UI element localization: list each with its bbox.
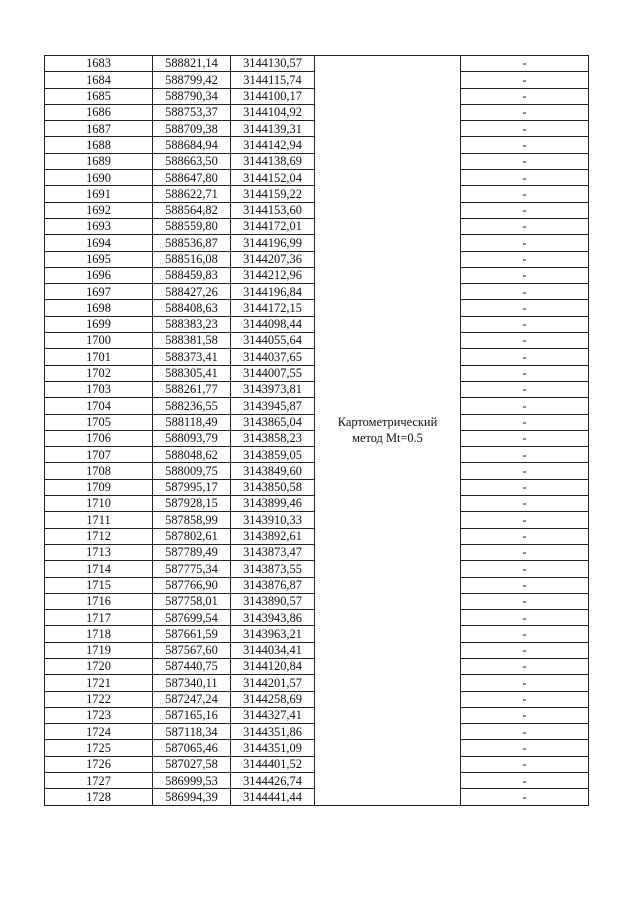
point-number-cell: 1712 [45, 528, 153, 544]
y-coordinate-cell: 3143892,61 [231, 528, 315, 544]
dash-cell: - [461, 121, 589, 137]
method-label-line-1: Картометрический [337, 414, 438, 429]
point-number-cell: 1693 [45, 218, 153, 234]
point-number-cell: 1711 [45, 512, 153, 528]
y-coordinate-cell: 3143943,86 [231, 610, 315, 626]
dash-cell: - [461, 544, 589, 560]
y-coordinate-cell: 3144098,44 [231, 316, 315, 332]
x-coordinate-cell: 588516,08 [153, 251, 231, 267]
y-coordinate-cell: 3143910,33 [231, 512, 315, 528]
dash-cell: - [461, 512, 589, 528]
x-coordinate-cell: 588799,42 [153, 72, 231, 88]
dash-cell: - [461, 72, 589, 88]
y-coordinate-cell: 3144351,86 [231, 724, 315, 740]
dash-cell: - [461, 756, 589, 772]
dash-cell: - [461, 773, 589, 789]
x-coordinate-cell: 587995,17 [153, 479, 231, 495]
x-coordinate-cell: 587802,61 [153, 528, 231, 544]
point-number-cell: 1728 [45, 789, 153, 805]
y-coordinate-cell: 3143873,55 [231, 561, 315, 577]
point-number-cell: 1705 [45, 414, 153, 430]
y-coordinate-cell: 3144207,36 [231, 251, 315, 267]
x-coordinate-cell: 588459,83 [153, 267, 231, 283]
y-coordinate-cell: 3143859,05 [231, 447, 315, 463]
x-coordinate-cell: 588236,55 [153, 398, 231, 414]
y-coordinate-cell: 3143865,04 [231, 414, 315, 430]
point-number-cell: 1683 [45, 56, 153, 72]
dash-cell: - [461, 267, 589, 283]
point-number-cell: 1686 [45, 104, 153, 120]
point-number-cell: 1706 [45, 430, 153, 446]
point-number-cell: 1721 [45, 675, 153, 691]
x-coordinate-cell: 588559,80 [153, 218, 231, 234]
dash-cell: - [461, 365, 589, 381]
x-coordinate-cell: 587766,90 [153, 577, 231, 593]
dash-cell: - [461, 626, 589, 642]
method-label-line-2: метод Mt=0.5 [352, 431, 423, 446]
point-number-cell: 1703 [45, 381, 153, 397]
y-coordinate-cell: 3144055,64 [231, 333, 315, 349]
x-coordinate-cell: 587699,54 [153, 610, 231, 626]
x-coordinate-cell: 588684,94 [153, 137, 231, 153]
dash-cell: - [461, 740, 589, 756]
y-coordinate-cell: 3144115,74 [231, 72, 315, 88]
point-number-cell: 1710 [45, 496, 153, 512]
point-number-cell: 1702 [45, 365, 153, 381]
point-number-cell: 1701 [45, 349, 153, 365]
x-coordinate-cell: 588790,34 [153, 88, 231, 104]
y-coordinate-cell: 3143899,46 [231, 496, 315, 512]
dash-cell: - [461, 658, 589, 674]
dash-cell: - [461, 202, 589, 218]
dash-cell: - [461, 104, 589, 120]
y-coordinate-cell: 3144212,96 [231, 267, 315, 283]
point-number-cell: 1727 [45, 773, 153, 789]
point-number-cell: 1684 [45, 72, 153, 88]
dash-cell: - [461, 235, 589, 251]
x-coordinate-cell: 587027,58 [153, 756, 231, 772]
dash-cell: - [461, 251, 589, 267]
y-coordinate-cell: 3144130,57 [231, 56, 315, 72]
dash-cell: - [461, 593, 589, 609]
x-coordinate-cell: 588427,26 [153, 284, 231, 300]
dash-cell: - [461, 218, 589, 234]
x-coordinate-cell: 587165,16 [153, 707, 231, 723]
dash-cell: - [461, 170, 589, 186]
y-coordinate-cell: 3143858,23 [231, 430, 315, 446]
dash-cell: - [461, 284, 589, 300]
point-number-cell: 1687 [45, 121, 153, 137]
point-number-cell: 1722 [45, 691, 153, 707]
point-number-cell: 1717 [45, 610, 153, 626]
x-coordinate-cell: 588821,14 [153, 56, 231, 72]
point-number-cell: 1699 [45, 316, 153, 332]
point-number-cell: 1718 [45, 626, 153, 642]
method-cell [315, 56, 461, 806]
x-coordinate-cell: 588093,79 [153, 430, 231, 446]
dash-cell: - [461, 381, 589, 397]
y-coordinate-cell: 3144138,69 [231, 153, 315, 169]
dash-cell: - [461, 300, 589, 316]
x-coordinate-cell: 587440,75 [153, 658, 231, 674]
dash-cell: - [461, 316, 589, 332]
dash-cell: - [461, 349, 589, 365]
y-coordinate-cell: 3144258,69 [231, 691, 315, 707]
y-coordinate-cell: 3143973,81 [231, 381, 315, 397]
point-number-cell: 1697 [45, 284, 153, 300]
y-coordinate-cell: 3143963,21 [231, 626, 315, 642]
y-coordinate-cell: 3144172,01 [231, 218, 315, 234]
point-number-cell: 1692 [45, 202, 153, 218]
y-coordinate-cell: 3144120,84 [231, 658, 315, 674]
point-number-cell: 1689 [45, 153, 153, 169]
dash-cell: - [461, 691, 589, 707]
dash-cell: - [461, 561, 589, 577]
point-number-cell: 1716 [45, 593, 153, 609]
dash-cell: - [461, 186, 589, 202]
point-number-cell: 1688 [45, 137, 153, 153]
y-coordinate-cell: 3144152,04 [231, 170, 315, 186]
y-coordinate-cell: 3143873,47 [231, 544, 315, 560]
x-coordinate-cell: 588118,49 [153, 414, 231, 430]
table-row [45, 56, 589, 72]
dash-cell: - [461, 610, 589, 626]
x-coordinate-cell: 587065,46 [153, 740, 231, 756]
point-number-cell: 1724 [45, 724, 153, 740]
y-coordinate-cell: 3144139,31 [231, 121, 315, 137]
point-number-cell: 1695 [45, 251, 153, 267]
x-coordinate-cell: 588709,38 [153, 121, 231, 137]
x-coordinate-cell: 587247,24 [153, 691, 231, 707]
x-coordinate-cell: 587775,34 [153, 561, 231, 577]
y-coordinate-cell: 3144172,15 [231, 300, 315, 316]
x-coordinate-cell: 588408,63 [153, 300, 231, 316]
point-number-cell: 1726 [45, 756, 153, 772]
point-number-cell: 1720 [45, 658, 153, 674]
point-number-cell: 1698 [45, 300, 153, 316]
x-coordinate-cell: 586999,53 [153, 773, 231, 789]
point-number-cell: 1704 [45, 398, 153, 414]
y-coordinate-cell: 3143945,87 [231, 398, 315, 414]
dash-cell: - [461, 414, 589, 430]
x-coordinate-cell: 587118,34 [153, 724, 231, 740]
dash-cell: - [461, 577, 589, 593]
dash-cell: - [461, 707, 589, 723]
dash-cell: - [461, 137, 589, 153]
y-coordinate-cell: 3144327,41 [231, 707, 315, 723]
dash-cell: - [461, 789, 589, 805]
y-coordinate-cell: 3144100,17 [231, 88, 315, 104]
y-coordinate-cell: 3144104,92 [231, 104, 315, 120]
x-coordinate-cell: 587661,59 [153, 626, 231, 642]
point-number-cell: 1714 [45, 561, 153, 577]
y-coordinate-cell: 3143890,57 [231, 593, 315, 609]
point-number-cell: 1690 [45, 170, 153, 186]
y-coordinate-cell: 3144401,52 [231, 756, 315, 772]
point-number-cell: 1694 [45, 235, 153, 251]
x-coordinate-cell: 587928,15 [153, 496, 231, 512]
x-coordinate-cell: 586994,39 [153, 789, 231, 805]
point-number-cell: 1707 [45, 447, 153, 463]
dash-cell: - [461, 430, 589, 446]
dash-cell: - [461, 528, 589, 544]
point-number-cell: 1685 [45, 88, 153, 104]
point-number-cell: 1719 [45, 642, 153, 658]
y-coordinate-cell: 3143876,87 [231, 577, 315, 593]
y-coordinate-cell: 3144196,99 [231, 235, 315, 251]
y-coordinate-cell: 3144159,22 [231, 186, 315, 202]
dash-cell: - [461, 153, 589, 169]
point-number-cell: 1691 [45, 186, 153, 202]
point-number-cell: 1708 [45, 463, 153, 479]
x-coordinate-cell: 588009,75 [153, 463, 231, 479]
point-number-cell: 1700 [45, 333, 153, 349]
y-coordinate-cell: 3144441,44 [231, 789, 315, 805]
point-number-cell: 1696 [45, 267, 153, 283]
y-coordinate-cell: 3144426,74 [231, 773, 315, 789]
x-coordinate-cell: 588261,77 [153, 381, 231, 397]
coordinates-table [44, 55, 589, 806]
y-coordinate-cell: 3143850,58 [231, 479, 315, 495]
point-number-cell: 1709 [45, 479, 153, 495]
x-coordinate-cell: 587789,49 [153, 544, 231, 560]
dash-cell: - [461, 463, 589, 479]
x-coordinate-cell: 587340,11 [153, 675, 231, 691]
y-coordinate-cell: 3144351,09 [231, 740, 315, 756]
dash-cell: - [461, 333, 589, 349]
dash-cell: - [461, 724, 589, 740]
dash-cell: - [461, 56, 589, 72]
x-coordinate-cell: 588753,37 [153, 104, 231, 120]
dash-cell: - [461, 496, 589, 512]
coordinates-table-body [45, 56, 589, 806]
x-coordinate-cell: 587758,01 [153, 593, 231, 609]
dash-cell: - [461, 675, 589, 691]
point-number-cell: 1723 [45, 707, 153, 723]
dash-cell: - [461, 88, 589, 104]
y-coordinate-cell: 3144037,65 [231, 349, 315, 365]
x-coordinate-cell: 588381,58 [153, 333, 231, 349]
x-coordinate-cell: 588383,23 [153, 316, 231, 332]
x-coordinate-cell: 588647,80 [153, 170, 231, 186]
y-coordinate-cell: 3144196,84 [231, 284, 315, 300]
dash-cell: - [461, 479, 589, 495]
x-coordinate-cell: 587567,60 [153, 642, 231, 658]
x-coordinate-cell: 588373,41 [153, 349, 231, 365]
dash-cell: - [461, 398, 589, 414]
point-number-cell: 1713 [45, 544, 153, 560]
y-coordinate-cell: 3143849,60 [231, 463, 315, 479]
dash-cell: - [461, 447, 589, 463]
point-number-cell: 1715 [45, 577, 153, 593]
point-number-cell: 1725 [45, 740, 153, 756]
x-coordinate-cell: 588536,87 [153, 235, 231, 251]
y-coordinate-cell: 3144034,41 [231, 642, 315, 658]
x-coordinate-cell: 588305,41 [153, 365, 231, 381]
x-coordinate-cell: 588048,62 [153, 447, 231, 463]
dash-cell: - [461, 642, 589, 658]
y-coordinate-cell: 3144201,57 [231, 675, 315, 691]
x-coordinate-cell: 587858,99 [153, 512, 231, 528]
x-coordinate-cell: 588564,82 [153, 202, 231, 218]
y-coordinate-cell: 3144153,60 [231, 202, 315, 218]
y-coordinate-cell: 3144142,94 [231, 137, 315, 153]
y-coordinate-cell: 3144007,55 [231, 365, 315, 381]
x-coordinate-cell: 588622,71 [153, 186, 231, 202]
x-coordinate-cell: 588663,50 [153, 153, 231, 169]
